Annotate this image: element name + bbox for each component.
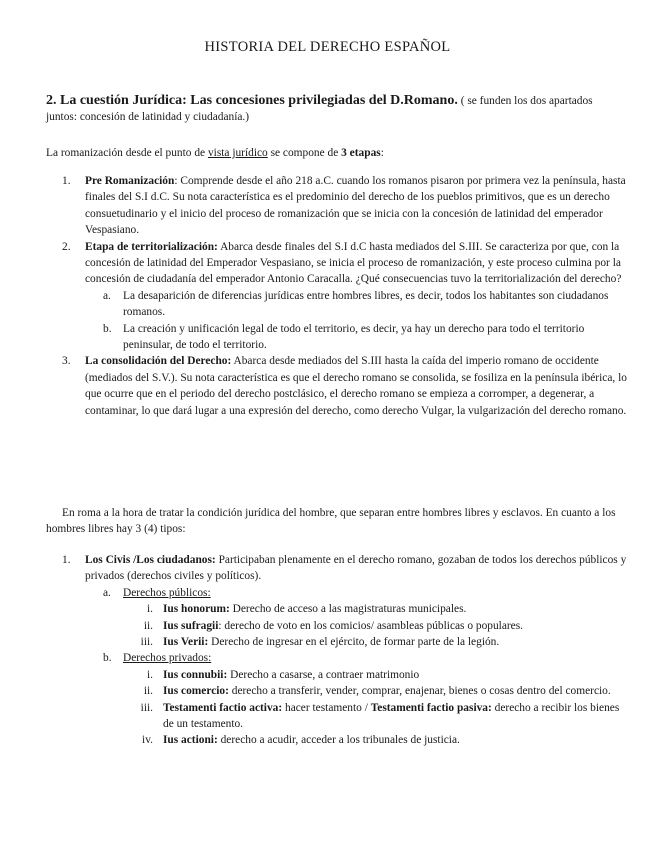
item-text: : Comprende desde el año 218 a.C. cuando los romanos pisaron por primera vez la península, hasta finales del S.I d.C. Su nota característica es el predominio del derecho de los pueblos primitivos, que es un derecho consuetudinario y el inicio del proceso de romanización que se inicia con la concesión de latinidad del emperador Vespasiano. xyxy=(85,175,626,237)
roman-numeral: i. xyxy=(146,603,153,616)
roman-label: Testamenti factio activa: xyxy=(163,701,283,714)
item-label: Los Civis /Los ciudadanos: xyxy=(85,554,216,566)
roman-label: Ius connubii: xyxy=(163,668,228,681)
item-label: Pre Romanización xyxy=(85,175,175,187)
sub-text: La desaparición de diferencias jurídicas entre hombres libres, es decir, todos los habitantes son ciudadanos romanos. xyxy=(123,289,609,319)
group-heading xyxy=(85,650,632,666)
group-heading xyxy=(85,585,632,601)
list-number: 3. xyxy=(62,355,71,368)
etapas-list xyxy=(62,173,632,419)
roman-label: Ius honorum: xyxy=(163,603,230,616)
list-number: 2. xyxy=(62,240,71,253)
intro-text-end: : xyxy=(380,147,384,159)
sub-letter: b. xyxy=(103,652,112,665)
roman-label: Ius actioni: xyxy=(163,734,218,747)
item-text: Participaban plenamente en el derecho romano, gozaban de todos los derechos públicos y privados (derechos civiles y políticos). xyxy=(85,554,627,583)
intro-text: La romanización desde el punto de xyxy=(46,147,208,159)
document-title: HISTORIA DEL DERECHO ESPAÑOL xyxy=(204,39,451,55)
roman-item xyxy=(85,732,632,748)
roman-text: Derecho de ingresar en el ejército, de formar parte de la legión. xyxy=(208,636,500,649)
sub-letter: b. xyxy=(103,322,112,335)
tipos-list xyxy=(62,552,632,749)
list-item xyxy=(62,239,632,288)
roman-numeral: iii. xyxy=(140,636,153,649)
sub-text: La creación y unificación legal de todo el territorio, es decir, ya hay un derecho para todo el territorio peninsular, de todo el territorio. xyxy=(123,322,585,352)
roman-text: : derecho de voto en los comicios/ asambleas públicas o populares. xyxy=(218,619,524,632)
roman-text: derecho a transferir, vender, comprar, enajenar, bienes o cosas dentro del comercio. xyxy=(228,685,611,698)
group-title: Derechos privados: xyxy=(123,652,212,665)
roman-label: Ius comercio: xyxy=(163,685,229,698)
group-title: Derechos públicos: xyxy=(123,586,211,599)
item-text: Abarca desde finales del S.I d.C hasta mediados del S.III. Se caracteriza por que, con la concesión de latinidad del Emperador Vespasiano, se inicia el proceso de romanización, y este proceso culmina por la concesión de ciudadanía del emperador Antonio Caracalla. ¿Qué consecuencias tuvo la territorialización del derecho? xyxy=(85,240,622,286)
section-heading-note: ( se funden los dos apartados juntos: concesión de latinidad y ciudadanía.) xyxy=(46,95,593,124)
roman-item xyxy=(85,634,632,650)
list-number: 1. xyxy=(62,554,71,566)
sub-list-item xyxy=(85,321,632,354)
paragraph-hombres: En roma a la hora de tratar la condición jurídica del hombre, que separan entre hombres libres y esclavos. En cuanto a los hombres libres hay 3 (4) tipos: xyxy=(46,507,616,536)
roman-numeral: ii. xyxy=(143,685,153,698)
roman-text: Derecho a casarse, a contraer matrimonio xyxy=(227,668,420,681)
roman-numeral: iv. xyxy=(142,734,153,747)
roman-text-2: derecho a recibir los bienes de un testamento. xyxy=(163,701,620,731)
roman-label-2: Testamenti factio pasiva: xyxy=(370,701,492,714)
section-heading xyxy=(46,93,616,126)
roman-text: derecho a acudir, acceder a los tribunales de justicia. xyxy=(217,734,460,747)
list-item xyxy=(62,353,632,419)
item-label: La consolidación del Derecho: xyxy=(85,355,232,368)
roman-numeral: ii. xyxy=(143,619,153,632)
list-number: 1. xyxy=(62,175,71,187)
roman-label: Ius sufragii xyxy=(163,619,219,632)
intro-paragraph xyxy=(46,145,626,161)
item-label: Etapa de territorialización: xyxy=(85,240,218,253)
roman-item xyxy=(85,618,632,634)
item-text: Abarca desde mediados del S.III hasta la caída del imperio romano de occidente (mediados del S.V.). Su nota característica es que el derecho romano se consolida, se fosiliza en la península ibérica, lo que ocurre que en el periodo del derecho postclásico, el derecho romano se empieza a corromper, a degenerar, a contaminar, lo que dará lugar a una expresión del derecho, como derecho Vulgar, la vulgarización del derecho romano. xyxy=(85,355,627,417)
sub-letter: a. xyxy=(103,586,111,599)
list-item xyxy=(62,173,632,239)
roman-label: Ius Verii: xyxy=(163,636,209,649)
intro-bold: 3 etapas xyxy=(341,147,381,159)
roman-numeral: iii. xyxy=(140,701,153,714)
section-heading-main: 2. La cuestión Jurídica: Las concesiones privilegiadas del D.Romano. xyxy=(46,93,458,108)
roman-item xyxy=(85,683,632,699)
roman-numeral: i. xyxy=(146,668,153,681)
roman-item xyxy=(85,667,632,683)
roman-item xyxy=(85,700,632,733)
roman-text: hacer testamento / xyxy=(282,701,371,714)
intro-underlined: vista jurídico xyxy=(207,147,268,159)
intro-text-mid: se compone de xyxy=(267,147,342,159)
roman-text: Derecho de acceso a las magistraturas municipales. xyxy=(229,603,467,616)
list-item xyxy=(62,552,632,585)
sub-letter: a. xyxy=(103,289,111,302)
roman-item xyxy=(85,601,632,617)
sub-list-item xyxy=(85,288,632,321)
